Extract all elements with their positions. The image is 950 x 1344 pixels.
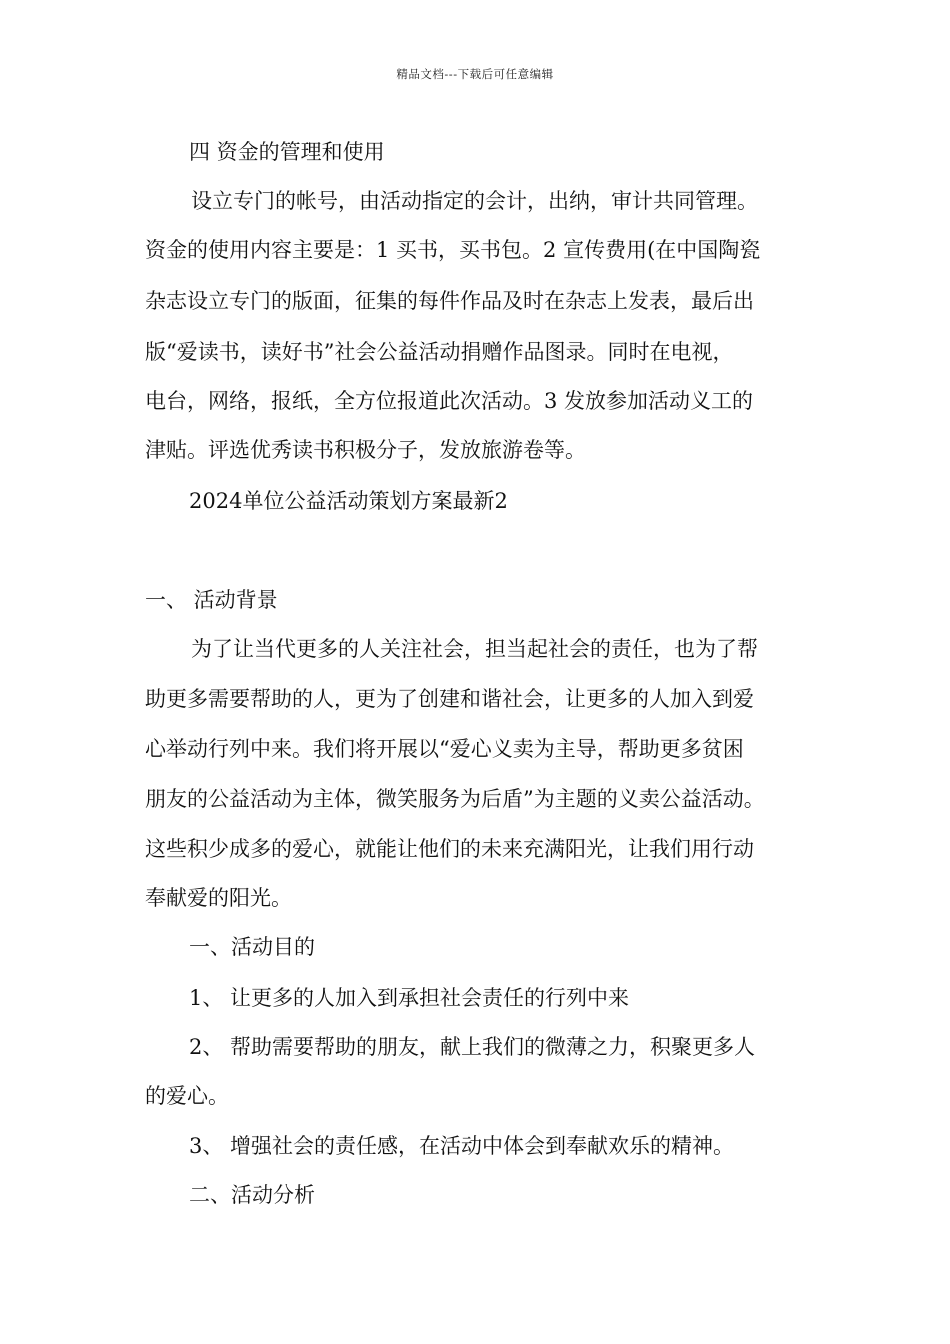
paragraph-line: 版“爱读书，读好书”社会公益活动捐赠作品图录。同时在电视， (145, 340, 734, 364)
section-heading-analysis: 二、活动分析 (189, 1183, 315, 1207)
section-heading-background: 一、 活动背景 (145, 588, 278, 612)
paragraph-line: 资金的使用内容主要是：1 买书，买书包。2 宣传费用(在中国陶瓷 (145, 238, 761, 262)
paragraph-line: 设立专门的帐号，由活动指定的会计，出纳，审计共同管理。 (191, 189, 758, 213)
paragraph-line: 津贴。评选优秀读书积极分子，发放旅游卷等。 (145, 438, 586, 462)
paragraph-line: 心举动行列中来。我们将开展以“爱心义卖为主导，帮助更多贫困 (145, 737, 744, 761)
paragraph-line: 朋友的公益活动为主体，微笑服务为后盾”为主题的义卖公益活动。 (145, 787, 765, 811)
section-heading-funds: 四 资金的管理和使用 (189, 140, 385, 164)
section-heading-purpose: 一、活动目的 (189, 935, 315, 959)
paragraph-line: 助更多需要帮助的人，更为了创建和谐社会，让更多的人加入到爱 (145, 687, 754, 711)
list-item: 1、 让更多的人加入到承担社会责任的行列中来 (189, 986, 630, 1010)
list-item: 3、 增强社会的责任感，在活动中体会到奉献欢乐的精神。 (189, 1134, 735, 1158)
paragraph-line: 奉献爱的阳光。 (145, 886, 292, 910)
document-subtitle: 2024单位公益活动策划方案最新2 (189, 489, 508, 513)
paragraph-line: 杂志设立专门的版面，征集的每件作品及时在杂志上发表，最后出 (145, 289, 754, 313)
paragraph-line: 电台，网络，报纸，全方位报道此次活动。3 发放参加活动义工的 (145, 389, 754, 413)
paragraph-line: 这些积少成多的爱心，就能让他们的未来充满阳光，让我们用行动 (145, 837, 754, 861)
paragraph-line: 为了让当代更多的人关注社会，担当起社会的责任，也为了帮 (191, 637, 758, 661)
page-header: 精品文档---下载后可任意编辑 (396, 67, 554, 81)
list-item-continuation: 的爱心。 (145, 1084, 229, 1108)
list-item: 2、 帮助需要帮助的朋友，献上我们的微薄之力，积聚更多人 (189, 1035, 756, 1059)
